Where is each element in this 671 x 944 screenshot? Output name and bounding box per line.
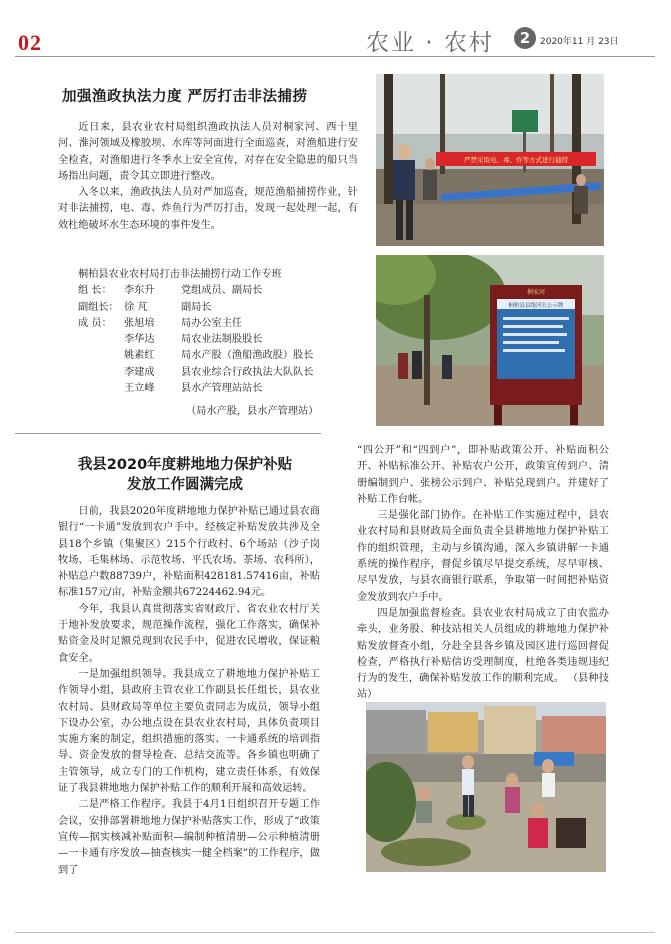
article2-headline [70, 455, 300, 495]
banner-text: 严禁采取电、毒、炸等方式进行捕捞 [464, 156, 568, 164]
photo-river-inspection [376, 74, 604, 246]
roster-title: 局水产股（渔船渔政股）股长 [181, 350, 314, 362]
article2-paragraph: 今年，我县认真贯彻落实省财政厅、省农业农村厅关于地补发放要求，规范操作流程，强化工作落实，确保补贴资金及时足额兑现到农民手中，促进农民增收，保证粮食安全。 [58, 603, 320, 664]
roster-row [78, 300, 368, 316]
roster-name: 李建成 [124, 366, 155, 378]
article-divider [15, 433, 321, 434]
article1-body [58, 120, 358, 234]
photo-river-chief-signboard [376, 255, 604, 426]
roster-title: 局农业法制股股长 [181, 334, 263, 346]
roster-name: 李华达 [124, 334, 155, 346]
roster-row [78, 283, 368, 299]
article2-headline-line2: 发放工作圆满完成 [127, 477, 243, 493]
header-divider [15, 56, 655, 57]
page-number: 02 [18, 30, 42, 55]
roster-name: 张旭培 [124, 317, 155, 329]
task-force-title: 桐柏县农业农村局打击非法捕捞行动工作专班 [78, 269, 282, 280]
roster-row [78, 365, 368, 381]
roster-title: 县水产管理站站长 [181, 383, 263, 395]
roster-title: 党组成员、副局长 [181, 285, 263, 297]
roster-role: 成 员： [78, 317, 112, 329]
roster-name: 李东升 [124, 285, 155, 297]
article2-paragraph: 日前，我县2020年度耕地地力保护补贴已通过县农商银行“一卡通”发放到农户手中。经核定补贴发放共涉及全县18个乡镇（集聚区）215个行政村、6个场站（沙子岗牧场、毛集林场、示范牧场、平氏农场、茶场、农科所），补贴总户数88739户，补贴面积428181.57416亩，补贴标准157元/亩，补贴金额共67224462.94元。 [58, 506, 320, 599]
roster-row [78, 316, 368, 332]
roster-title: 副局长 [181, 301, 212, 313]
roster-role: 组 长： [78, 285, 112, 297]
roster-name: 王立峰 [124, 383, 155, 395]
roster-title: 局办公室主任 [181, 317, 243, 329]
article1-paragraph: 入冬以来，渔政执法人员对严加巡查，规范渔船捕捞作业，针对非法捕捞，电、毒、炸鱼行为严厉打击，发现一起处理一起，有效杜绝破坏水生态环境的事件发生。 [58, 187, 358, 231]
article1-headline: 加强渔政执法力度 严厉打击非法捕捞 [62, 89, 308, 105]
roster-row [78, 348, 368, 364]
section-title: 农业 · 农村 [366, 30, 494, 56]
article1-source: （局水产股，县水产管理站） [186, 406, 319, 417]
task-force-roster [78, 267, 368, 397]
article2-body-left [58, 504, 320, 879]
article1-paragraph: 近日来，县农业农村局组织渔政执法人员对桐家河、西十里河、淮河领域及橡胶坝、水库等河面进行全面巡查，对渔船进行安全检查，对渔船进行冬季水上安全宣传，对存在安全隐患的船只当场指出问题，责令其立即进行整改。 [58, 122, 358, 182]
article2-paragraph: 一是加强组织领导。我县成立了耕地地力保护补贴工作领导小组，县政府主管农业工作副县长任组长，县农业农村局、县财政局等单位主要负责同志为成员，领导小组下设办公室，办公地点设在县农业农村局，具体负责项目实施方案的制定，组织措施的落实、一卡通系统的培训指导、资金发放的督导检查、总结交流等。各乡镇也明确了主管领导，成立专门的工作机构，建立责任体系，有效保证了我县耕地地力保护补贴工作的顺利开展和高效运转。 [58, 668, 320, 795]
roster-role: 副组长： [78, 301, 119, 313]
photo-village-meeting [366, 702, 606, 872]
issue-date: 2020年11 月 23日 [540, 37, 619, 47]
roster-name: 姚素红 [124, 350, 155, 362]
roster-row [78, 381, 368, 397]
signboard-top-text: 桐家河 [526, 289, 546, 296]
roster-row [78, 332, 368, 348]
article2-paragraph: 四是加强监督检查。县农业农村局成立了由农监办牵头，业务股、种技站相关人员组成的耕地地力保护补贴发放督查小组，分赴全县各乡镇及园区进行巡回督促检查，严格执行补贴信访受理制度，杜绝各类违规违纪行为的发生，确保补贴发放工作的顺利完成。 （县种技站） [357, 607, 609, 701]
section-number-badge: 2 [514, 27, 536, 49]
article2-paragraph: “四公开”和“四到户”，即补贴政策公开、补贴面积公开、补贴标准公开、补贴农户公开，政策宣传到户、清册编制到户、张榜公示到户、补贴兑现到户。并建好了补贴工作台帐。 [357, 445, 609, 505]
article2-paragraph: 三是强化部门协作。在补贴工作实施过程中，县农业农村局和县财政局全面负责全县耕地地力保护补贴工作的组织管理，主动与乡镇沟通，深入乡镇讲解一卡通系统的操作程序，督促乡镇尽早提交系统，尽早审核、尽早发放，与县农商银行联系，争取第一时间把补贴资金发放到农户手中。 [357, 510, 609, 603]
article2-paragraph: 二是严格工作程序。我县于4月1日组织召开专题工作会议，安排部署耕地地力保护补贴落实工作，形成了“政策宣传—据实核减补贴面积—编制种植清册—公示种植清册—一卡通有序发放—抽查核实一健全档案”的工作程序，做到了 [58, 799, 320, 876]
roster-title: 县农业综合行政执法大队队长 [181, 366, 314, 378]
signboard-title: 桐柏县县级河长公示牌 [508, 303, 564, 309]
footer-divider [15, 932, 655, 933]
article2-headline-line1: 我县2020年度耕地地力保护补贴 [77, 457, 293, 473]
article2-body-right [357, 443, 609, 704]
roster-name: 徐 芃 [124, 301, 148, 313]
